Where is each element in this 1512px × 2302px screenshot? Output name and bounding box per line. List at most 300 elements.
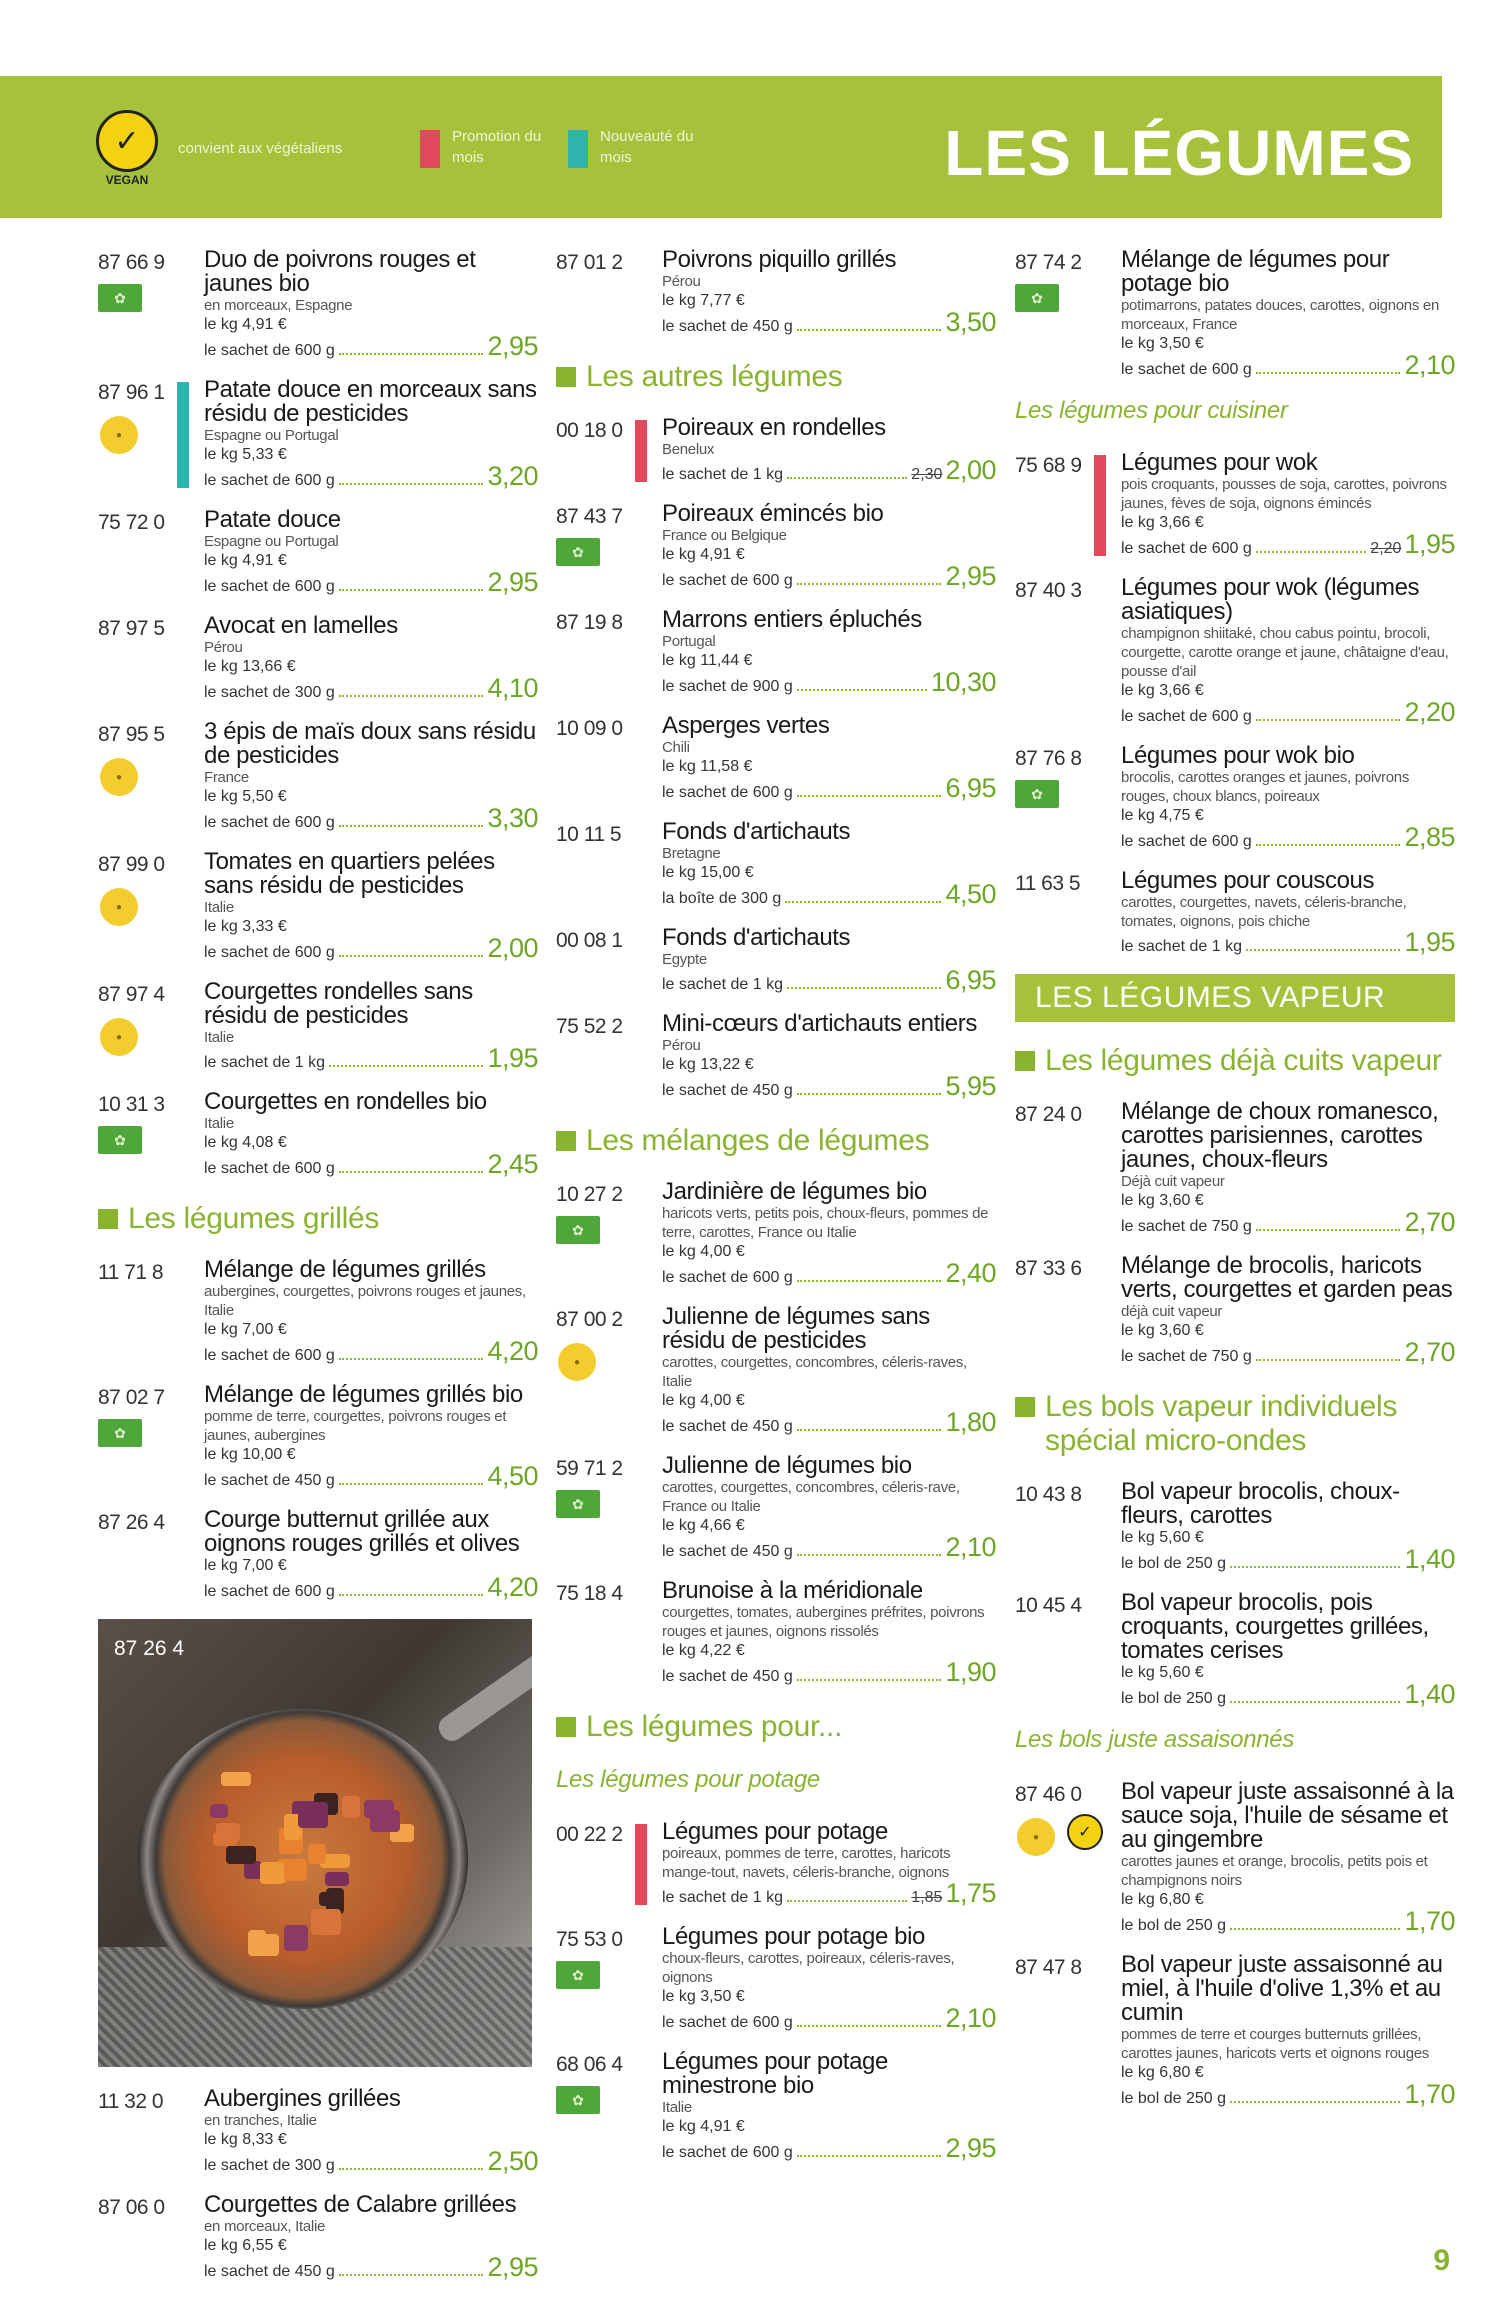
price-line (662, 2133, 996, 2164)
product-name: Brunoise à la méridionale (662, 1577, 923, 1604)
product-code: 75 68 9 (1015, 454, 1082, 477)
vegetable-piece (284, 1925, 308, 1951)
no-pesticide-residue-icon: ● (100, 758, 138, 796)
price-per-kg: le kg 4,00 € (662, 1392, 745, 1409)
package-size: le bol de 250 g (1121, 1690, 1226, 1707)
price-per-kg: le kg 5,60 € (1121, 1664, 1204, 1681)
product-description: Portugal (662, 633, 716, 650)
price-line (1121, 2079, 1455, 2110)
price-line (662, 773, 996, 804)
dotted-leader (787, 1900, 907, 1902)
product-code: 87 24 0 (1015, 1103, 1082, 1126)
product-price: 3,20 (487, 461, 538, 491)
product-description: poireaux, pommes de terre, carottes, haricots mange-tout, navets, céleris-branche, oignons (662, 1845, 951, 1881)
product-price: 1,70 (1404, 2079, 1455, 2109)
package-size: le sachet de 450 g (662, 1668, 793, 1685)
product-item (1015, 1591, 1455, 1710)
package-size: le sachet de 450 g (662, 1543, 793, 1560)
product-price: 2,85 (1404, 822, 1455, 852)
product-description: potimarrons, patates douces, carottes, oignons en morceaux, France (1121, 297, 1439, 333)
product-price: 1,90 (945, 1657, 996, 1687)
price-per-kg: le kg 10,00 € (204, 1446, 296, 1463)
organic-leaf-icon: ✿ (556, 1961, 600, 1989)
dotted-leader (797, 2025, 942, 2027)
product-name: Poireaux émincés bio (662, 500, 884, 527)
organic-leaf-icon: ✿ (556, 538, 600, 566)
product-item (1015, 1953, 1455, 2110)
dotted-leader (797, 1093, 942, 1095)
product-item (98, 2193, 538, 2283)
dotted-leader (339, 1594, 484, 1596)
price-line (204, 803, 538, 834)
product-item (1015, 744, 1455, 853)
product-code: 00 22 2 (556, 1823, 623, 1846)
product-item (98, 1258, 538, 1367)
package-size: le sachet de 600 g (1121, 540, 1252, 557)
price-per-kg: le kg 4,22 € (662, 1642, 745, 1659)
vegetable-piece (248, 1930, 266, 1956)
product-item (1015, 1780, 1455, 1937)
section-mixes-text: Les mélanges de légumes (586, 1124, 930, 1157)
price-line (662, 455, 996, 486)
product-code: 87 19 8 (556, 611, 623, 634)
product-name: Légumes pour wok (légumes asiatiques) (1121, 574, 1420, 625)
product-description: Pérou (662, 273, 701, 290)
organic-leaf-icon: ✿ (1015, 780, 1059, 808)
package-size: le sachet de 600 g (204, 814, 335, 831)
product-price: 4,10 (487, 673, 538, 703)
product-price: 2,10 (945, 2003, 996, 2033)
dotted-leader (1256, 719, 1401, 721)
price-per-kg: le kg 6,55 € (204, 2237, 287, 2254)
package-size: le sachet de 600 g (204, 1347, 335, 1364)
product-item (1015, 1254, 1455, 1368)
promo-marker (1094, 455, 1106, 556)
package-size: le sachet de 450 g (662, 1418, 793, 1435)
product-name: Duo de poivrons rouges et jaunes bio (204, 246, 476, 297)
package-size: le sachet de 750 g (1121, 1218, 1252, 1235)
product-name: Mélange de légumes grillés (204, 1256, 486, 1283)
package-size: le sachet de 450 g (662, 318, 793, 335)
product-description: Egypte (662, 951, 707, 968)
product-item (556, 1180, 996, 1289)
price-line (204, 2252, 538, 2283)
product-price: 1,40 (1404, 1544, 1455, 1574)
product-description: brocolis, carottes oranges et jaunes, poivrons rouges, choux blancs, poireaux (1121, 769, 1410, 805)
vegan-logo (94, 110, 160, 186)
product-item (1015, 576, 1455, 728)
promo-marker (635, 420, 647, 482)
product-description: pomme de terre, courgettes, poivrons rouges et jaunes, aubergines (204, 1408, 507, 1444)
product-code: 00 18 0 (556, 419, 623, 442)
new-marker (177, 382, 189, 488)
price-line (1121, 1207, 1455, 1238)
package-size: le sachet de 600 g (204, 342, 335, 359)
price-per-kg: le kg 11,44 € (662, 652, 753, 669)
organic-leaf-icon: ✿ (556, 1216, 600, 1244)
package-size: le sachet de 1 kg (204, 1054, 325, 1071)
product-code: 87 00 2 (556, 1308, 623, 1331)
product-price: 5,95 (945, 1071, 996, 1101)
product-code: 87 33 6 (1015, 1257, 1082, 1280)
package-size: le sachet de 600 g (204, 578, 335, 595)
dotted-leader (1256, 844, 1401, 846)
product-price: 2,45 (487, 1149, 538, 1179)
dotted-leader (1256, 372, 1401, 374)
dotted-leader (797, 2155, 942, 2157)
price-per-kg: le kg 4,66 € (662, 1517, 745, 1534)
dotted-leader (1230, 1701, 1400, 1703)
product-price: 2,00 (487, 933, 538, 963)
product-item (98, 508, 538, 598)
product-name: Mélange de choux romanesco, carottes parisiennes, carottes jaunes, choux-fleurs (1121, 1098, 1439, 1173)
product-item (556, 926, 996, 996)
legend-new-swatch (568, 130, 588, 168)
price-line (1121, 350, 1455, 381)
product-name: Légumes pour wok bio (1121, 742, 1355, 769)
page-title: LES LÉGUMES (944, 117, 1414, 189)
product-name: Légumes pour potage minestrone bio (662, 2048, 888, 2099)
subsection-cooking: Les légumes pour cuisiner (1015, 397, 1288, 424)
price-line (662, 1258, 996, 1289)
product-price: 2,40 (945, 1258, 996, 1288)
product-description: carottes jaunes et orange, brocolis, petits pois et champignons noirs (1121, 1853, 1428, 1889)
product-item (1015, 451, 1455, 560)
price-line (204, 1149, 538, 1180)
product-name: Légumes pour potage (662, 1818, 888, 1845)
dotted-leader (797, 689, 927, 691)
product-price: 2,95 (487, 567, 538, 597)
product-name: Légumes pour wok (1121, 449, 1318, 476)
section-other (556, 360, 996, 394)
product-code: 75 52 2 (556, 1015, 623, 1038)
product-item (98, 248, 538, 362)
price-line (662, 2003, 996, 2034)
product-item (556, 1454, 996, 1563)
product-code: 11 63 5 (1015, 872, 1081, 895)
page-number: 9 (1433, 2244, 1450, 2277)
product-item (1015, 248, 1455, 381)
package-size: le sachet de 600 g (204, 1583, 335, 1600)
product-code: 87 43 7 (556, 505, 623, 528)
dotted-leader (1230, 1566, 1400, 1568)
product-description: haricots verts, petits pois, choux-fleurs, pommes de terre, carottes, France ou Italie (662, 1205, 989, 1241)
product-description: carottes, courgettes, concombres, céleris-raves, Italie (662, 1354, 967, 1390)
product-code: 10 09 0 (556, 717, 623, 740)
product-description: champignon shiitaké, chou cabus pointu, brocoli, courgette, carotte orange et jaune, châtaigne d'eau, pousse d'ail (1121, 625, 1449, 680)
legend-promo-text: Promotion du mois (452, 128, 542, 166)
product-description: Espagne ou Portugal (204, 533, 339, 550)
product-description: en tranches, Italie (204, 2112, 317, 2129)
product-description: carottes, courgettes, concombres, céleris-rave, France ou Italie (662, 1479, 960, 1515)
vegan-label: VEGAN (105, 173, 149, 187)
price-per-kg: le kg 3,66 € (1121, 682, 1204, 699)
old-price: 1,85 (911, 1889, 943, 1906)
product-description: aubergines, courgettes, poivrons rouges et jaunes, Italie (204, 1283, 526, 1319)
product-code: 87 47 8 (1015, 1956, 1082, 1979)
price-per-kg: le kg 8,33 € (204, 2131, 287, 2148)
price-per-kg: le kg 3,33 € (204, 918, 287, 935)
band-steam-vegetables: LES LÉGUMES VAPEUR (1015, 974, 1455, 1022)
dotted-leader (339, 2274, 484, 2276)
package-size: le sachet de 1 kg (662, 466, 783, 483)
price-line (662, 1071, 996, 1102)
subsection-seasoned: Les bols juste assaisonnés (1015, 1726, 1295, 1753)
subsection-soup: Les légumes pour potage (556, 1766, 820, 1793)
dotted-leader (339, 1358, 484, 1360)
product-code: 87 97 5 (98, 617, 165, 640)
package-size: la boîte de 300 g (662, 890, 782, 907)
package-size: le sachet de 900 g (662, 678, 793, 695)
product-description: déjà cuit vapeur (1121, 1303, 1223, 1320)
product-name: Courgettes en rondelles bio (204, 1088, 487, 1115)
package-size: le sachet de 600 g (1121, 708, 1252, 725)
product-price: 2,50 (487, 2146, 538, 2176)
product-name: Mini-cœurs d'artichauts entiers (662, 1010, 977, 1037)
package-size: le sachet de 1 kg (662, 976, 783, 993)
product-description: Italie (204, 899, 234, 916)
product-price: 2,95 (487, 331, 538, 361)
product-item (556, 820, 996, 910)
price-per-kg: le kg 6,80 € (1121, 2064, 1204, 2081)
dotted-leader (329, 1065, 483, 1067)
product-code: 87 74 2 (1015, 251, 1082, 274)
package-size: le sachet de 600 g (204, 1160, 335, 1177)
product-price: 4,50 (945, 879, 996, 909)
dotted-leader (339, 589, 484, 591)
price-per-kg: le kg 15,00 € (662, 864, 754, 881)
product-name: Légumes pour couscous (1121, 867, 1375, 894)
product-description: Pérou (204, 639, 243, 656)
package-size: le sachet de 600 g (662, 2144, 793, 2161)
product-name: Courgettes rondelles sans résidu de pesticides (204, 978, 473, 1029)
product-code: 75 53 0 (556, 1928, 623, 1951)
product-code: 87 76 8 (1015, 747, 1082, 770)
product-name: Poivrons piquillo grillés (662, 246, 897, 273)
price-line (662, 965, 996, 996)
product-description: carottes, courgettes, navets, céleris-branche, tomates, oignons, pois chiche (1121, 894, 1407, 930)
dotted-leader (797, 795, 942, 797)
product-price: 4,20 (487, 1572, 538, 1602)
price-line (1121, 1679, 1455, 1710)
product-description: en morceaux, Italie (204, 2218, 326, 2235)
organic-leaf-icon: ✿ (1015, 284, 1059, 312)
product-name: Julienne de légumes bio (662, 1452, 912, 1479)
package-size: le sachet de 600 g (662, 1269, 793, 1286)
product-code: 11 71 8 (98, 1261, 164, 1284)
price-line (204, 461, 538, 492)
product-item (98, 850, 538, 964)
product-price: 1,70 (1404, 1906, 1455, 1936)
dotted-leader (339, 2168, 484, 2170)
product-code: 87 06 0 (98, 2196, 165, 2219)
dotted-leader (339, 353, 484, 355)
product-name: Bol vapeur juste assaisonné à la sauce soja, l'huile de sésame et au gingembre (1121, 1778, 1454, 1853)
product-name: Mélange de légumes pour potage bio (1121, 246, 1390, 297)
price-per-kg: le kg 4,91 € (204, 316, 287, 333)
product-item (98, 378, 538, 492)
section-grilled (98, 1202, 538, 1236)
product-price: 1,40 (1404, 1679, 1455, 1709)
dotted-leader (797, 329, 942, 331)
product-price: 2,70 (1404, 1337, 1455, 1367)
product-price: 6,95 (945, 773, 996, 803)
dotted-leader (339, 1171, 484, 1173)
price-line (662, 1532, 996, 1563)
product-price: 1,80 (945, 1407, 996, 1437)
product-price: 10,30 (930, 667, 996, 697)
vegetable-piece (226, 1846, 256, 1864)
product-name: Mélange de brocolis, haricots verts, courgettes et garden peas (1121, 1252, 1453, 1303)
package-size: le sachet de 300 g (204, 684, 335, 701)
product-name: Bol vapeur brocolis, pois croquants, courgettes grillées, tomates cerises (1121, 1589, 1429, 1664)
dotted-leader (787, 477, 907, 479)
product-price: 3,50 (945, 307, 996, 337)
column-right (1015, 248, 1455, 2126)
product-item (1015, 1100, 1455, 1238)
product-code: 10 11 5 (556, 823, 622, 846)
section-square-icon (98, 1209, 118, 1229)
package-size: le bol de 250 g (1121, 1555, 1226, 1572)
price-per-kg: le kg 4,00 € (662, 1243, 745, 1260)
section-square-icon (556, 1717, 576, 1737)
old-price: 2,20 (1370, 540, 1402, 557)
product-code: 11 32 0 (98, 2090, 164, 2113)
product-code: 87 96 1 (98, 381, 165, 404)
product-code: 59 71 2 (556, 1457, 623, 1480)
price-per-kg: le kg 7,00 € (204, 1321, 287, 1338)
price-line (204, 2146, 538, 2177)
price-per-kg: le kg 4,91 € (204, 552, 287, 569)
package-size: le sachet de 600 g (662, 784, 793, 801)
dotted-leader (1230, 1928, 1400, 1930)
package-size: le sachet de 600 g (662, 2014, 793, 2031)
product-description: France (204, 769, 249, 786)
price-per-kg: le kg 5,50 € (204, 788, 287, 805)
product-price: 2,95 (945, 2133, 996, 2163)
no-pesticide-residue-icon: ● (1017, 1818, 1055, 1856)
vegan-check-icon: ✓ (96, 110, 158, 172)
vegetable-piece (298, 1802, 328, 1828)
product-description: Déjà cuit vapeur (1121, 1173, 1225, 1190)
product-name: Légumes pour potage bio (662, 1923, 926, 1950)
product-description: en morceaux, Espagne (204, 297, 353, 314)
section-grilled-text: Les légumes grillés (128, 1202, 380, 1235)
dotted-leader (797, 1429, 942, 1431)
price-per-kg: le kg 6,80 € (1121, 1891, 1204, 1908)
vegetable-piece (308, 1846, 326, 1864)
organic-leaf-icon: ✿ (556, 1490, 600, 1518)
product-price: 2,10 (1404, 350, 1455, 380)
product-name: Bol vapeur brocolis, choux-fleurs, carottes (1121, 1478, 1400, 1529)
organic-leaf-icon: ✿ (556, 2086, 600, 2114)
product-price: 1,75 (945, 1878, 996, 1908)
product-description: pommes de terre et courges butternuts grillées, carottes jaunes, haricots verts et oignons rouges (1121, 2026, 1429, 2062)
product-code: 68 06 4 (556, 2053, 623, 2076)
price-per-kg: le kg 4,08 € (204, 1134, 287, 1151)
product-price: 1,95 (1404, 927, 1455, 957)
product-item (556, 608, 996, 698)
product-price: 2,10 (945, 1532, 996, 1562)
price-line (1121, 927, 1455, 958)
section-square-icon (556, 1131, 576, 1151)
dotted-leader (1256, 1229, 1401, 1231)
product-item (98, 720, 538, 834)
vegetable-piece (319, 1892, 337, 1906)
vegan-icon: ✓ (1067, 1814, 1103, 1850)
product-price: 4,50 (487, 1461, 538, 1491)
product-item (556, 248, 996, 338)
product-item (98, 614, 538, 704)
price-per-kg: le kg 7,00 € (204, 1557, 287, 1574)
package-size: le sachet de 1 kg (1121, 938, 1242, 955)
product-description: Italie (204, 1029, 234, 1046)
price-per-kg: le kg 3,50 € (662, 1988, 745, 2005)
product-item (556, 416, 996, 486)
vegetable-piece (325, 1872, 349, 1886)
product-price: 2,70 (1404, 1207, 1455, 1237)
price-line (662, 879, 996, 910)
section-square-icon (1015, 1051, 1035, 1071)
product-price: 1,95 (1404, 529, 1455, 559)
column-left (98, 248, 538, 2299)
price-line (204, 673, 538, 704)
legend-vegan-text: convient aux végétaliens (178, 140, 343, 157)
product-price: 4,20 (487, 1336, 538, 1366)
price-line (1121, 697, 1455, 728)
product-name: Aubergines grillées (204, 2085, 401, 2112)
price-line (1121, 529, 1455, 560)
product-item (98, 2087, 538, 2177)
product-code: 10 45 4 (1015, 1594, 1082, 1617)
package-size: le bol de 250 g (1121, 1917, 1226, 1934)
product-item (556, 1579, 996, 1688)
product-code: 87 97 4 (98, 983, 165, 1006)
product-name: Fonds d'artichauts (662, 818, 851, 845)
price-line (662, 561, 996, 592)
product-name: Julienne de légumes sans résidu de pesticides (662, 1303, 930, 1354)
price-line (662, 307, 996, 338)
product-description: Italie (662, 2099, 692, 2116)
product-price: 1,95 (487, 1043, 538, 1073)
package-size: le sachet de 450 g (204, 1472, 335, 1489)
package-size: le sachet de 450 g (204, 2263, 335, 2280)
price-per-kg: le kg 5,33 € (204, 446, 287, 463)
no-pesticide-residue-icon: ● (100, 888, 138, 926)
dotted-leader (339, 483, 484, 485)
product-name: Jardinière de légumes bio (662, 1178, 927, 1205)
product-name: Tomates en quartiers pelées sans résidu de pesticides (204, 848, 495, 899)
section-steamed (1015, 1044, 1455, 1078)
dotted-leader (1256, 551, 1367, 553)
product-price: 2,95 (945, 561, 996, 591)
product-name: Marrons entiers épluchés (662, 606, 922, 633)
price-line (1121, 822, 1455, 853)
package-size: le sachet de 1 kg (662, 1889, 783, 1906)
dotted-leader (785, 901, 941, 903)
price-line (204, 1043, 538, 1074)
product-name: Patate douce (204, 506, 341, 533)
promo-marker (635, 1824, 647, 1905)
vegetable-piece (221, 1772, 251, 1786)
photo-utensil (434, 1638, 532, 1745)
vegetable-piece (210, 1804, 228, 1818)
product-name: Asperges vertes (662, 712, 830, 739)
price-line (1121, 1544, 1455, 1575)
dotted-leader (339, 1483, 484, 1485)
no-pesticide-residue-icon: ● (100, 1018, 138, 1056)
dotted-leader (1246, 949, 1400, 951)
